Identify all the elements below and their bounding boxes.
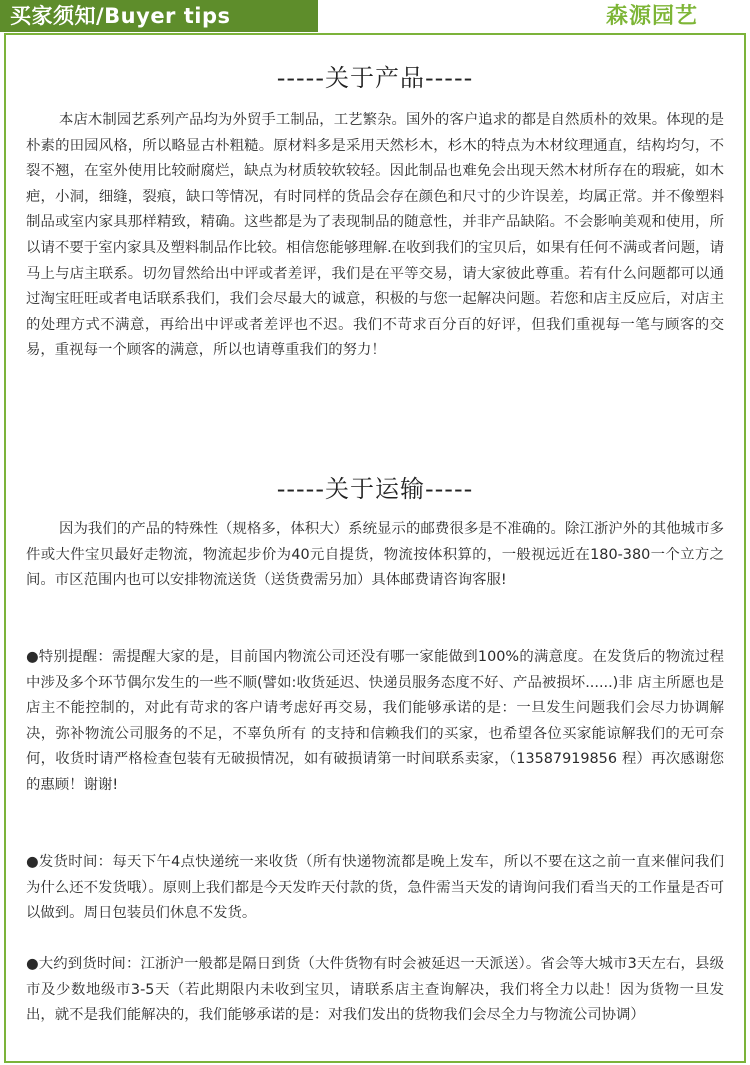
product-description: 本店木制园艺系列产品均为外贸手工制品，工艺繁杂。国外的客户追求的都是自然质朴的效果。体现的是朴素的田园风格，所以略显古朴粗糙。原材料多是采用天然杉木，杉木的特点为木材纹理通直，结构均匀，不裂不翘，在室外使用比较耐腐烂，缺点为材质较软较轻。因此制品也难免会出现天然木材所存在的瑕疵，如木疤，小洞，细缝，裂痕，缺口等情况，有时同样的货品会存在颜色和尺寸的少许误差，均属正常。并不像塑料制品或室内家具那样精致，精确。这些都是为了表现制品的随意性，并非产品缺陷。不会影响美观和使用，所以请不要于室内家具及塑料制品作比较。相信您能够理解.在收到我们的宝贝后，如果有任何不满或者问题，请马上与店主联系。切勿冒然给出中评或者差评，我们是在平等交易，请大家彼此尊重。若有什么问题都可以通过淘宝旺旺或者电话联系我们，我们会尽最大的诚意，积极的与您一起解决问题。若您和店主反应后，对店主的处理方式不满意，再给出中评或者差评也不迟。我们不苛求百分百的好评，但我们重视每一笔与顾客的交易，重视每一个顾客的满意，所以也请尊重我们的努力！ (26, 112, 724, 359)
product-section-title: -----关于产品----- (276, 64, 474, 92)
special-reminder: ●特别提醒：需提醒大家的是，目前国内物流公司还没有哪一家能做到100%的满意度。在发货后的物流过程中涉及多个环节偶尔发生的一些不顺(譬如:收货延迟、快递员服务态度不好、产品被损坏......)非 店主所愿也是店主不能控制的，对此有苛求的客户请考虑好再交易，我们能够承诺的是：一旦发生问题我们会尽力协调解决，弥补物流公司服务的不足，不辜负所有 的支持和信赖我们的买家，也希望各位买家能谅解我们的无可奈何，收货时请严格检查包装有无破损情况，如有破损请第一时间联系卖家，（13587919856 程）再次感谢您的惠顾！谢谢! (26, 649, 724, 793)
shipping-intro: 因为我们的产品的特殊性（规格多，体积大）系统显示的邮费很多是不准确的。除江浙沪外的其他城市多件或大件宝贝最好走物流，物流起步价为40元自提货，物流按体积算的，一般视远近在180-380一个立方之间。市区范围内也可以安排物流送货（送货费需另加）具体邮费请咨询客服! (26, 521, 724, 589)
arrival-time: ●大约到货时间：江浙沪一般都是隔日到货（大件货物有时会被延迟一天派送）。省会等大城市3天左右，县级市及少数地级市3-5天（若此期限内未收到宝贝，请联系店主查询解决，我们将全力以赴！因为货物一旦发出，就不是我们能解决的，我们能够承诺的是：对我们发出的货物我们会尽全力与物流公司协调） (26, 956, 724, 1024)
buyer-tips-tab: 买家须知/Buyer tips (0, 0, 318, 32)
dispatch-time: ●发货时间：每天下午4点快递统一来收货（所有快递物流都是晚上发车，所以不要在这之前一直来催问我们为什么还不发货哦）。原则上我们都是今天发昨天付款的货，急件需当天发的请询问我们看当天的工作量是否可以做到。周日包装员们休息不发货。 (26, 854, 724, 922)
shipping-section-title: -----关于运输----- (276, 475, 474, 503)
page-header (0, 0, 750, 34)
shop-brand-name: 森源园艺 (605, 4, 698, 29)
